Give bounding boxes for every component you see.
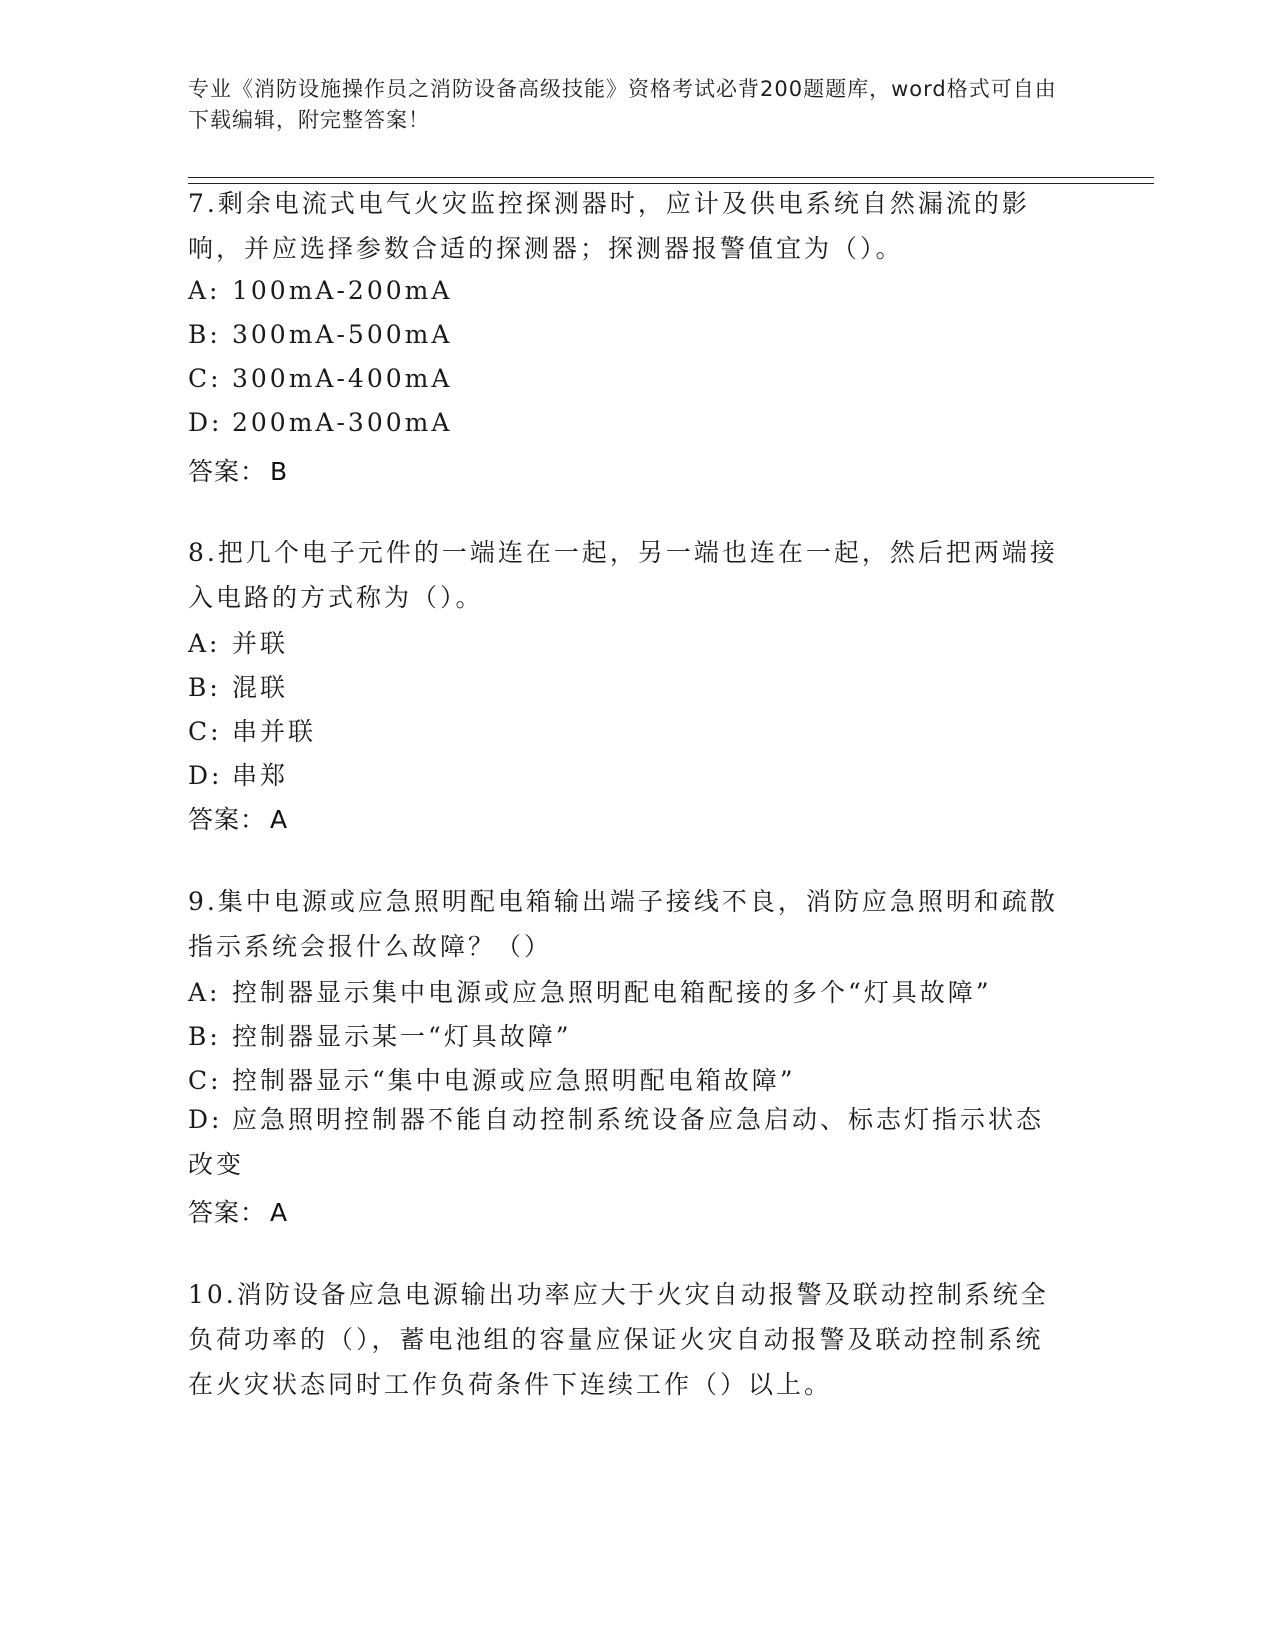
option-text: 控制器显示某一“灯具故障” bbox=[232, 1022, 572, 1051]
question-8-answer bbox=[188, 800, 288, 836]
option-label: D: bbox=[188, 761, 223, 790]
question-7-answer bbox=[188, 452, 288, 488]
question-9-option-c bbox=[188, 1061, 796, 1097]
answer-value: A bbox=[270, 805, 289, 834]
option-label: A: bbox=[188, 629, 221, 658]
answer-label: 答案： bbox=[188, 457, 267, 486]
question-9-option-a bbox=[188, 973, 992, 1009]
question-9-option-b bbox=[188, 1017, 572, 1053]
option-label: B: bbox=[188, 320, 221, 349]
option-text: 控制器显示“集中电源或应急照明配电箱故障” bbox=[232, 1066, 796, 1095]
option-text: 并联 bbox=[232, 629, 289, 658]
question-9-option-d bbox=[188, 1097, 1058, 1187]
question-9-answer bbox=[188, 1193, 288, 1229]
header-divider-top bbox=[188, 177, 1154, 178]
answer-label: 答案： bbox=[188, 805, 267, 834]
option-text: 300mA-400mA bbox=[232, 364, 453, 393]
option-label: A: bbox=[188, 978, 221, 1007]
question-8-option-d bbox=[188, 756, 288, 792]
question-8-option-b bbox=[188, 668, 288, 704]
option-text: 100mA-200mA bbox=[232, 276, 453, 305]
option-label: D: bbox=[188, 1105, 223, 1134]
question-7-option-a bbox=[188, 276, 452, 305]
option-label: C: bbox=[188, 1066, 222, 1095]
question-7-stem: 7.剩余电流式电气火灾监控探测器时，应计及供电系统自然漏流的影响，并应选择参数合适的探测器；探测器报警值宜为（）。 bbox=[188, 189, 1030, 263]
question-8-stem: 8.把几个电子元件的一端连在一起，另一端也连在一起，然后把两端接入电路的方式称为（）。 bbox=[188, 538, 1058, 612]
option-text: 控制器显示集中电源或应急照明配电箱配接的多个“灯具故障” bbox=[232, 978, 992, 1007]
question-8-option-a bbox=[188, 624, 288, 660]
answer-value: B bbox=[270, 457, 289, 486]
question-10-stem: 10.消防设备应急电源输出功率应大于火灾自动报警及联动控制系统全负荷功率的（），蓄电池组的容量应保证火灾自动报警及联动控制系统在火灾状态同时工作负荷条件下连续工作（）以上。 bbox=[188, 1280, 1049, 1399]
option-text: 串并联 bbox=[232, 717, 317, 746]
answer-label: 答案： bbox=[188, 1198, 267, 1227]
document-header: 专业《消防设施操作员之消防设备高级技能》资格考试必背200题题库，word格式可自由下载编辑，附完整答案！ bbox=[188, 77, 1057, 132]
option-label: C: bbox=[188, 717, 222, 746]
option-label: D: bbox=[188, 408, 223, 437]
option-text: 应急照明控制器不能自动控制系统设备应急启动、标志灯指示状态改变 bbox=[188, 1105, 1045, 1179]
question-7-option-c bbox=[188, 364, 452, 393]
option-label: C: bbox=[188, 364, 222, 393]
question-9-stem: 9.集中电源或应急照明配电箱输出端子接线不良，消防应急照明和疏散指示系统会报什么故障？（） bbox=[188, 887, 1058, 961]
option-text: 串郑 bbox=[232, 761, 289, 790]
option-text: 混联 bbox=[232, 673, 289, 702]
option-label: B: bbox=[188, 1022, 221, 1051]
question-8-option-c bbox=[188, 712, 316, 748]
question-7-option-b bbox=[188, 320, 452, 349]
option-label: B: bbox=[188, 673, 221, 702]
answer-value: A bbox=[270, 1198, 289, 1227]
option-text: 200mA-300mA bbox=[232, 408, 453, 437]
option-text: 300mA-500mA bbox=[232, 320, 453, 349]
option-label: A: bbox=[188, 276, 221, 305]
question-7-option-d bbox=[188, 408, 452, 437]
